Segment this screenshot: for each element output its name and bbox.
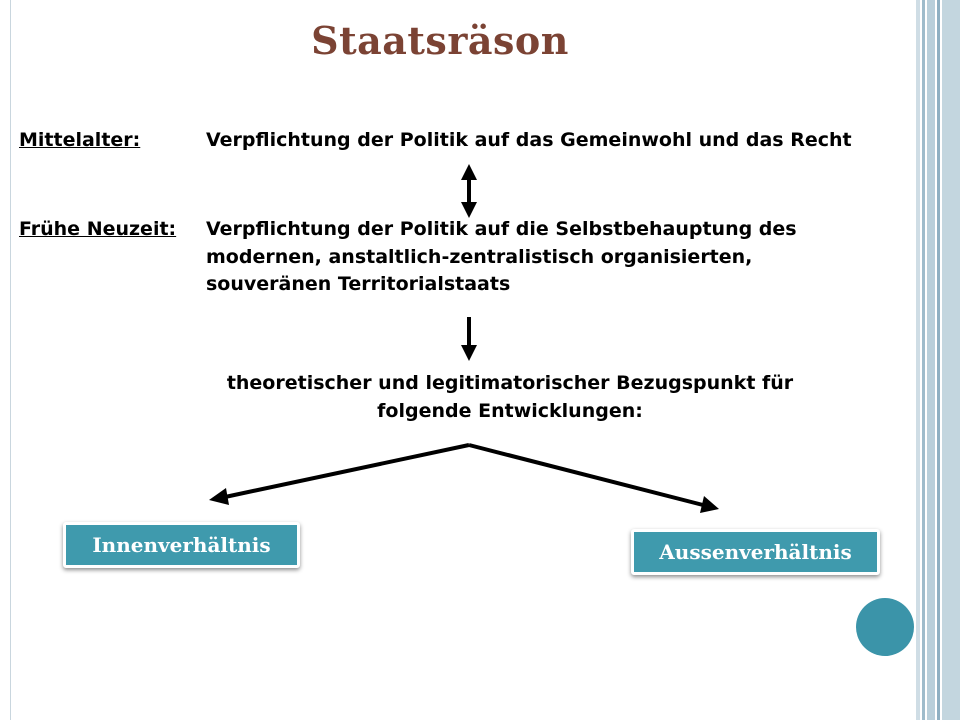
row-label-mittelalter: Mittelalter: <box>19 129 141 151</box>
double-arrow <box>461 164 477 218</box>
box-aussenverhaeltnis: Aussenverhältnis <box>631 529 880 575</box>
row-text-mittelalter: Verpflichtung der Politik auf das Gemeinwohl und das Recht <box>206 129 852 151</box>
conclusion-line: folgende Entwicklungen: <box>377 400 643 422</box>
row-text-line: souveränen Territorialstaats <box>206 273 511 295</box>
row-label-fruehe-neuzeit: Frühe Neuzeit: <box>19 218 177 240</box>
decorative-circle <box>856 598 914 656</box>
row-text-line: modernen, anstaltlich-zentralistisch organisierten, <box>206 246 753 268</box>
box-innenverhaeltnis: Innenverhältnis <box>63 522 300 568</box>
branch-arrows <box>209 445 719 513</box>
conclusion-line: theoretischer und legitimatorischer Bezugspunkt für <box>226 372 794 394</box>
row-text-line: Verpflichtung der Politik auf die Selbstbehauptung des <box>206 218 797 240</box>
down-arrow <box>461 317 477 361</box>
slide-title: Staatsräson <box>311 18 569 63</box>
